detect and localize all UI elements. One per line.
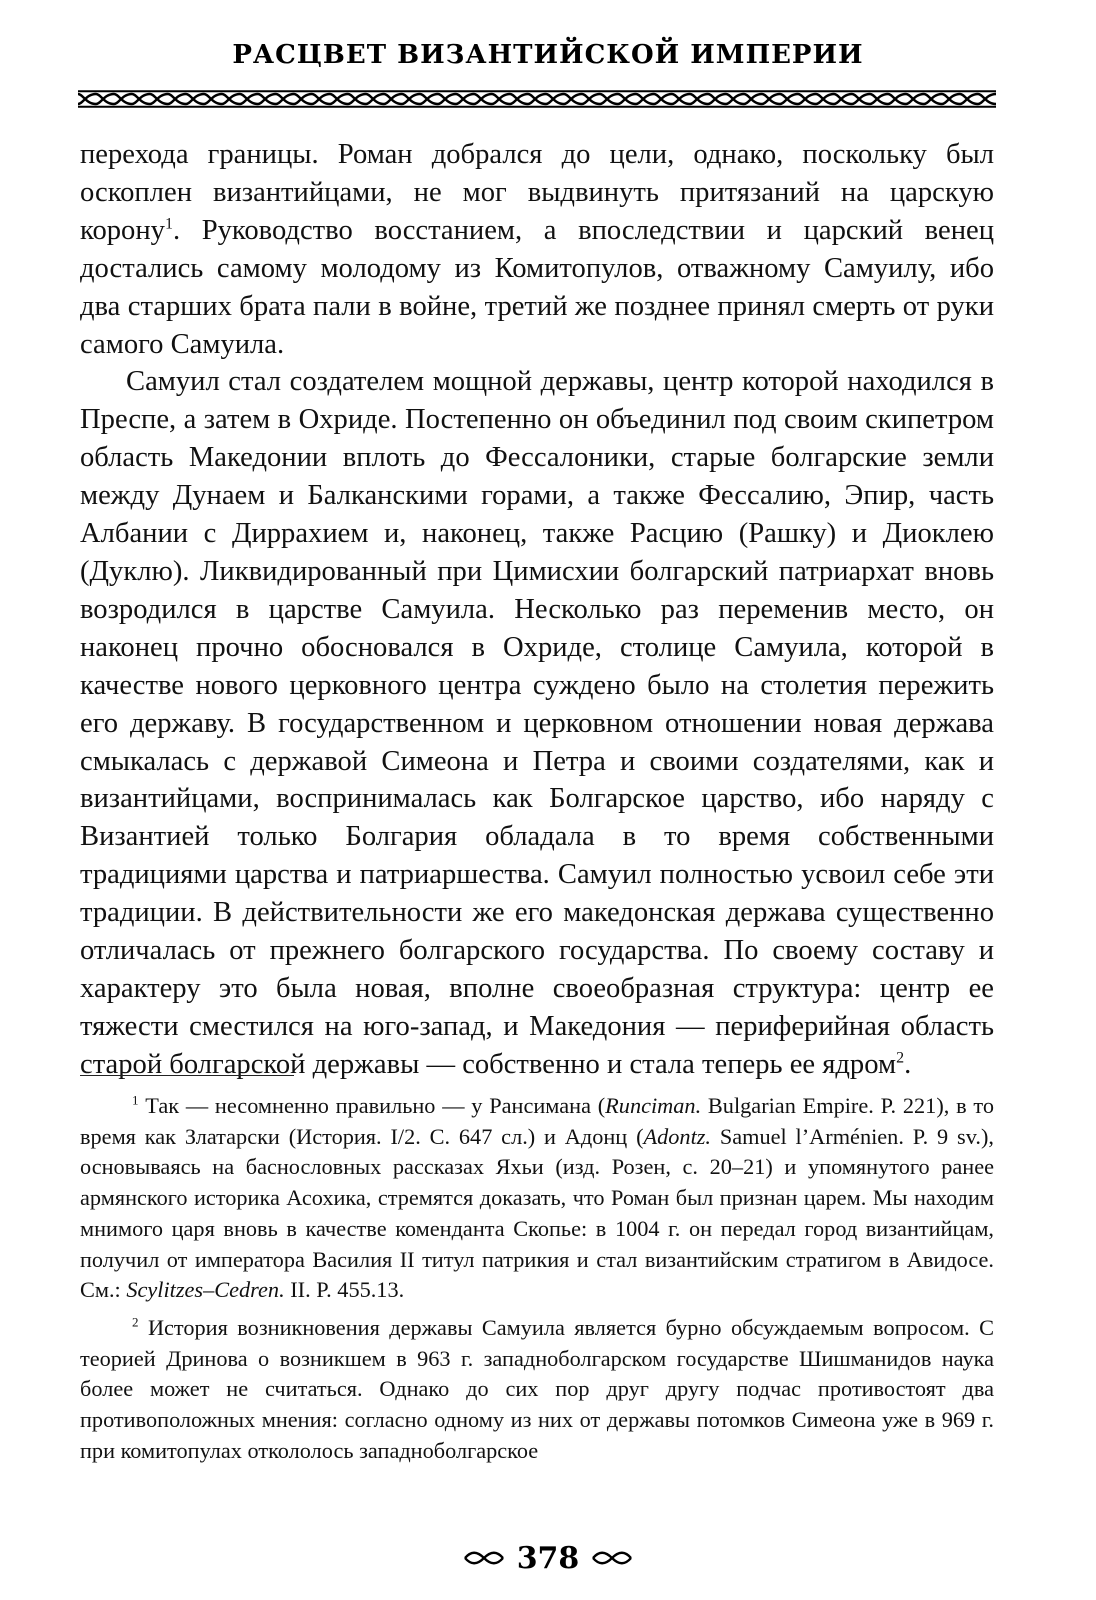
footnote-1-source-scylitzes: Scylitzes–Cedren.	[126, 1277, 285, 1303]
footnote-2-text: История возникновения державы Самуила является бурно обсуждаемым вопросом. С теорией Дринова о возникшем в 963 г. западноболгарском государстве Шишманидов наука более может не считаться. Однако до сих пор друг другу подчас противостоят два противоположных мнения: согласно одному из них от державы потомков Симеона уже в 969 г. при комитопулах откололось западноболгарское	[80, 1314, 995, 1463]
footnote-1-author-adontz: Adontz.	[643, 1123, 712, 1149]
footnote-1-text-1: Так — несомненно правильно — у Рансимана (	[145, 1093, 606, 1118]
paragraph-2	[80, 363, 994, 1083]
footnote-1-text-3: Samuel l’Arménien. P. 9 sv.), основываясь на баснословных рассказах Яхьи (изд. Розен, с. 20–21) и упомянутого ранее армянского историка Асохика, стремятся доказать, что Роман был признан царем. Мы находим мнимого царя вновь в качестве коменданта Скопье: в 1004 г. он передал город византийцам, получил от императора Василия II титул патрикия и стал византийским стратигом в Авидосе. См.:	[80, 1123, 994, 1303]
footnote-1-text-4: II. P. 455.13.	[284, 1277, 405, 1303]
braid-ornament-right-icon	[591, 1550, 633, 1566]
footnote-1-text-2: Bulgarian Empire. P. 221), в то время как Златарски (История. I/2. С. 647 сл.) и Адонц (	[80, 1093, 994, 1149]
footnote-ref-1[interactable]: 1	[164, 215, 173, 233]
footnote-1-marker: 1	[132, 1092, 139, 1108]
footnote-divider	[80, 1075, 294, 1076]
braid-ornament-left-icon	[463, 1550, 505, 1566]
footnote-1	[80, 1091, 994, 1306]
footnote-2	[80, 1313, 994, 1467]
paragraph-2-text-a: Самуил стал создателем мощной державы, центр которой находился в Преспе, а затем в Охриде. Постепенно он объединил под своим скипетром область Македонии вплоть до Фессалоники, старые болгарские земли между Дунаем и Балканскими горами, а также Фессалию, Эпир, часть Албании с Диррахием и, наконец, также Расцию (Рашку) и Диоклею (Дуклю). Ликвидированный при Цимисхии болгарский патриархат вновь возродился в царстве Самуила. Несколько раз переменив место, он наконец прочно обосновался в Охриде, столице Самуила, которой в качестве нового церковного центра суждено было на столетия пережить его державу. В государственном и церковном отношении новая держава смыкалась с державой Симеона и Петра и своими создателями, как и византийцами, воспринималась как Болгарское царство, ибо наряду с Византией только Болгария обладала в то время собственными традициями царства и патриаршества. Самуил полностью усвоил себе эти традиции. В действительности же его македонская держава существенно отличалась от прежнего болгарского государства. По своему составу и характеру это была новая, вполне своеобразная структура: центр ее тяжести сместился на юго-запад, и Македония — периферийная область старой болгарской державы — собственно и стала теперь ее ядром	[80, 366, 994, 1080]
running-head-title: РАСЦВЕТ ВИЗАНТИЙСКОЙ ИМПЕРИИ	[232, 40, 864, 70]
page-number: 378	[516, 1540, 580, 1576]
footnote-2-marker: 2	[132, 1314, 139, 1330]
braided-ornament-band	[78, 90, 996, 108]
paragraph-2-text-b: .	[904, 1048, 912, 1080]
footnote-1-author-runciman: Runciman.	[605, 1093, 702, 1118]
paragraph-1	[80, 136, 994, 363]
main-text	[80, 136, 994, 1084]
paragraph-1-text-b: . Руководство восстанием, а впоследствии и царский венец достались самому молодому из Комитопулов, отважному Самуилу, ибо два старших брата пали в войне, третий же позднее принял смерть от руки самого Самуила.	[80, 214, 994, 360]
footnote-ref-2[interactable]: 2	[896, 1049, 905, 1067]
footnotes	[80, 1091, 994, 1466]
page-footer	[0, 1538, 1096, 1578]
paragraph-1-text-a: перехода границы. Роман добрался до цели, однако, поскольку был оскоплен византийцами, не мог выдвинуть притязаний на царскую корону	[80, 139, 994, 246]
